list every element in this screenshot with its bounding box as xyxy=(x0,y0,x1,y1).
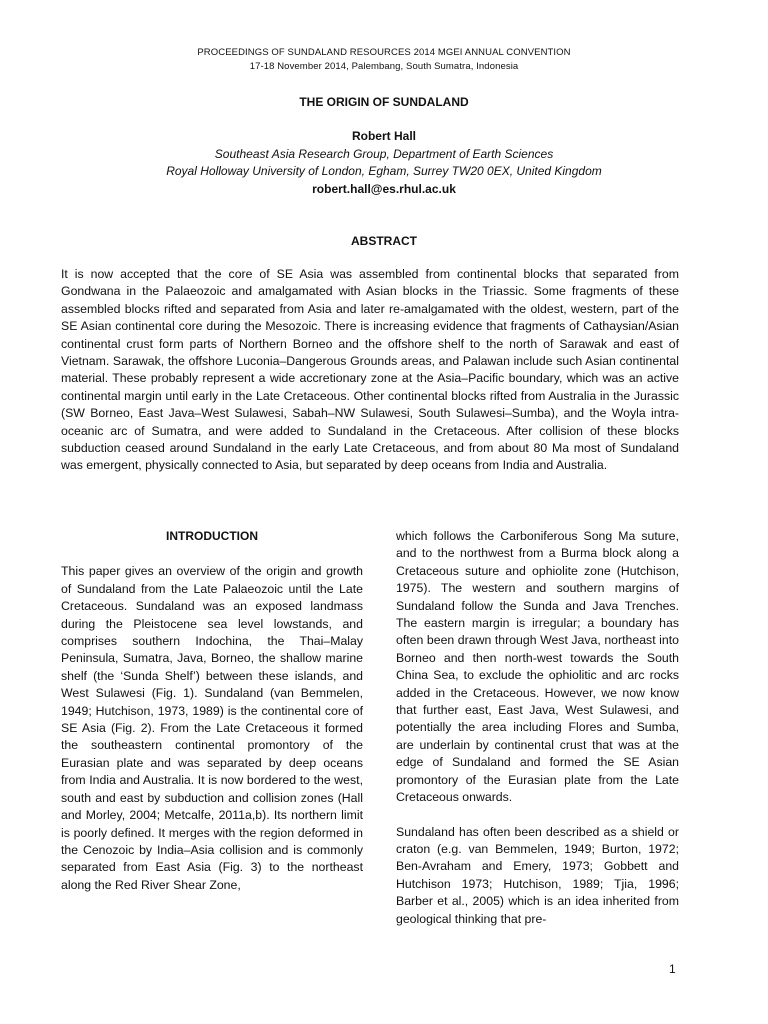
author-affiliation-group: Southeast Asia Research Group, Department of Earth Sciences xyxy=(214,146,554,161)
introduction-paragraph-1-continued: which follows the Carboniferous Song Ma suture, and to the northwest from a Burma block along a Cretaceous suture and ophiolite zone (Hutchison, 1975). The western and southern margins of Sundaland follow the Sunda and Java Trenches. The eastern margin is irregular; a boundary has often been drawn through West Java, northeast into Borneo and then north-west towards the South China Sea, to exclude the ophiolitic and arc rocks added in the Cretaceous. However, we now know that further east, East Java, West Sulawesi, and potentially the area including Flores and Sumba, are underlain by continental crust that was at the edge of Sundaland and formed the SE Asian promontory of the Eurasian plate from the Late Cretaceous onwards. xyxy=(396,529,679,805)
introduction-paragraph-2: Sundaland has often been described as a shield or craton (e.g. van Bemmelen, 1949; Burton, 1972; Ben-Avraham and Emery, 1973; Gobbett and Hutchison 1973; Hutchison, 1989; Tjia, 1996; Barber et al., 2005) which is an idea inherited from geological thinking that pre- xyxy=(396,824,679,926)
introduction-paragraph-1: This paper gives an overview of the origin and growth of Sundaland from the Late Palaeozoic until the Late Cretaceous. Sundaland was an exposed landmass during the Pleistocene sea level lowstands, and comprises southern Indochina, the Thai–Malay Peninsula, Sumatra, Java, Borneo, the shallow marine shelf (the ‘Sunda Shelf’) between these islands, and West Sulawesi (Fig. 1). Sundaland (van Bemmelen, 1949; Hutchison, 1973, 1989) is the continental core of SE Asia (Fig. 2). From the Late Cretaceous it formed the southeastern continental promontory of the Eurasian plate and was separated by deep oceans from India and Australia. It is now bordered to the west, south and east by subduction and collision zones (Hall and Morley, 2004; Metcalfe, 2011a,b). Its northern limit is poorly defined. It merges with the region deformed in the Cenozoic by India–Asia collision and is commonly separated from East Asia (Fig. 3) to the northeast along the Red River Shear Zone, xyxy=(61,564,363,892)
right-column xyxy=(396,528,679,945)
proceedings-date-location: 17-18 November 2014, Palembang, South Sumatra, Indonesia xyxy=(249,61,519,72)
introduction-heading: INTRODUCTION xyxy=(166,529,258,543)
paper-title: THE ORIGIN OF SUNDALAND xyxy=(299,95,469,109)
author-affiliation-university: Royal Holloway University of London, Egham, Surrey TW20 0EX, United Kingdom xyxy=(166,164,602,178)
author-name: Robert Hall xyxy=(351,129,416,143)
proceedings-header xyxy=(0,46,768,74)
proceedings-title: PROCEEDINGS OF SUNDALAND RESOURCES 2014 MGEI ANNUAL CONVENTION xyxy=(197,47,571,58)
author-block xyxy=(0,128,768,198)
left-column xyxy=(61,528,363,911)
abstract-heading: ABSTRACT xyxy=(351,234,417,248)
page-number: 1 xyxy=(669,962,676,976)
abstract-text: It is now accepted that the core of SE Asia was assembled from continental blocks that separated from Gondwana in the Palaeozoic and amalgamated with Asian blocks in the Triassic. Some fragments of these assembled blocks rifted and separated from Asia and later re-amalgamated with the oldest, western, part of the SE Asian continental core during the Mesozoic. There is increasing evidence that fragments of Cathaysian/Asian continental crust form parts of Northern Borneo and the offshore shelf to the north of Sarawak and east of Vietnam. Sarawak, the offshore Luconia–Dangerous Grounds areas, and Palawan include such Asian continental material. These probably represent a wide accretionary zone at the Asia–Pacific boundary, which was an active continental margin until early in the Late Cretaceous. Other continental blocks rifted from Australia in the Jurassic (SW Borneo, East Java–West Sulawesi, Sabah–NW Sulawesi, South Sulawesi–Sumba), and the Woyla intra-oceanic arc of Sumatra, and were added to Sundaland in the Cretaceous. After collision of these blocks subduction ceased around Sundaland in the early Late Cretaceous, and from about 80 Ma most of Sundaland was emergent, physically connected to Asia, but separated by deep oceans from India and Australia. xyxy=(61,267,679,473)
author-email: robert.hall@es.rhul.ac.uk xyxy=(312,181,456,196)
